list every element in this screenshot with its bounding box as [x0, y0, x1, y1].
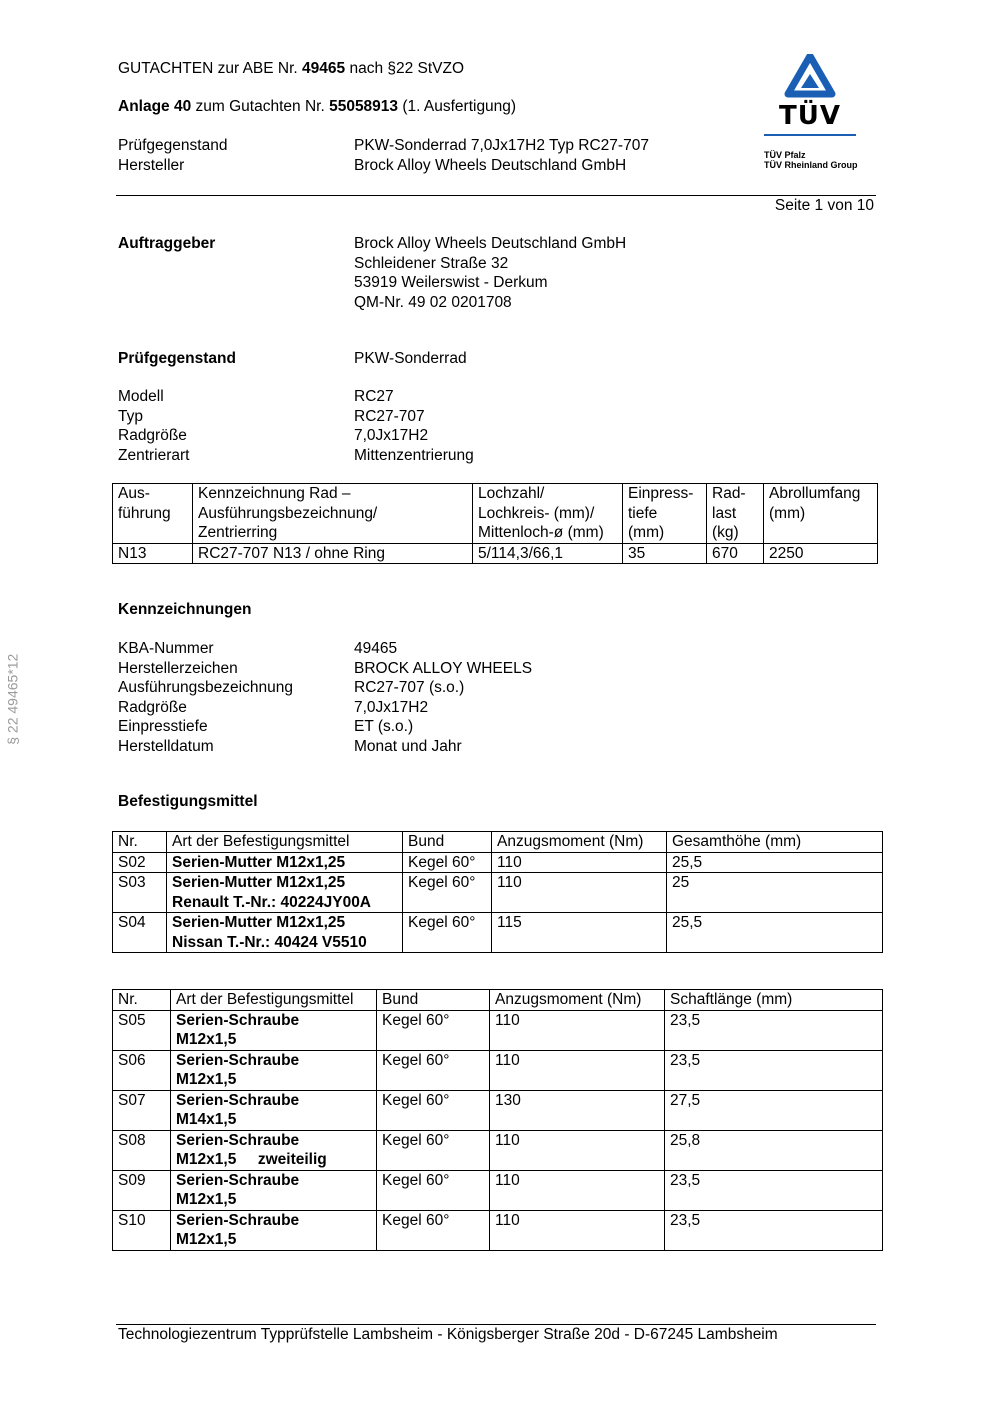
table-row: S05 Serien-Schraube M12x1,5 Kegel 60° 110 23,5	[113, 1010, 883, 1050]
logo-sub-2: TÜV Rheinland Group	[764, 160, 858, 170]
bolts-table	[112, 989, 883, 1251]
auftraggeber-label: Auftraggeber	[118, 235, 216, 252]
col-header: Abrollumfang (mm)	[764, 484, 878, 544]
kennzeichnungen-list: KBA-Nummer 49465 Herstellerzeichen BROCK ALLOY WHEELS Ausführungsbezeichnung RC27-707 (s.o.) Radgröße 7,0Jx17H2 Einpresstiefe ET (s.o.) Herstelldatum Monat und Jahr	[118, 640, 533, 755]
col-header: Einpress- tiefe (mm)	[623, 484, 707, 544]
footer-address: Technologiezentrum Typprüfstelle Lambsheim - Königsberger Straße 20d - D-67245 Lambsheim	[118, 1326, 778, 1343]
header-line-2: Anlage 40 zum Gutachten Nr. 55058913 (1. Ausfertigung)	[118, 98, 517, 115]
logo-rule	[764, 134, 856, 136]
logo-sub-1: TÜV Pfalz	[764, 150, 806, 160]
header-divider	[116, 195, 876, 196]
pruefgegenstand-value: PKW-Sonderrad	[354, 350, 467, 367]
table-row: S03 Serien-Mutter M12x1,25 Renault T.-Nr.: 40224JY00A Kegel 60° 110 25	[113, 873, 883, 913]
table-row: S10 Serien-Schraube M12x1,5 Kegel 60° 110 23,5	[113, 1210, 883, 1250]
col-header: Lochzahl/ Lochkreis- (mm)/ Mittenloch-ø (mm)	[473, 484, 623, 544]
header-items: Prüfgegenstand PKW-Sonderrad 7,0Jx17H2 Typ RC27-707 Hersteller Brock Alloy Wheels Deutschland GmbH	[118, 137, 649, 174]
table-row: S04 Serien-Mutter M12x1,25 Nissan T.-Nr.: 40424 V5510 Kegel 60° 115 25,5	[113, 913, 883, 953]
table-row: S06 Serien-Schraube M12x1,5 Kegel 60° 110 23,5	[113, 1050, 883, 1090]
wheel-table	[112, 483, 878, 564]
pruefgegenstand-details: Modell RC27 Typ RC27-707 Radgröße 7,0Jx17H2 Zentrierart Mittenzentrierung	[118, 388, 474, 464]
table-row: S09 Serien-Schraube M12x1,5 Kegel 60° 110 23,5	[113, 1170, 883, 1210]
befestigung-title: Befestigungsmittel	[118, 793, 258, 810]
table-row: S02 Serien-Mutter M12x1,25 Kegel 60° 110 25,5	[113, 852, 883, 873]
page-number: Seite 1 von 10	[774, 197, 874, 214]
auftraggeber-address: Brock Alloy Wheels Deutschland GmbH Schleidener Straße 32 53919 Weilerswist - Derkum QM-Nr. 49 02 0201708	[354, 235, 627, 311]
table-row: N13 RC27-707 N13 / ohne Ring 5/114,3/66,1 35 670 2250	[113, 543, 878, 564]
header-line-1: GUTACHTEN zur ABE Nr. 49465 nach §22 StVZO	[118, 60, 465, 77]
nuts-table	[112, 831, 883, 953]
tuev-logo	[762, 54, 862, 170]
bolts-table-header: Nr. Art der Befestigungsmittel Bund Anzugsmoment (Nm) Schaftlänge (mm)	[113, 990, 883, 1011]
col-header: Kennzeichnung Rad – Ausführungsbezeichnung/ Zentrierring	[193, 484, 473, 544]
table-row: S08 Serien-Schraube M12x1,5 zweiteilig Kegel 60° 110 25,8	[113, 1130, 883, 1170]
kennzeichnungen-title: Kennzeichnungen	[118, 601, 252, 618]
logo-text: TÜV	[779, 101, 841, 131]
col-header: Aus- führung	[113, 484, 193, 544]
tuev-triangle-icon	[762, 54, 858, 106]
nuts-table-header: Nr. Art der Befestigungsmittel Bund Anzugsmoment (Nm) Gesamthöhe (mm)	[113, 832, 883, 853]
side-mark: § 22 49465*12	[4, 653, 21, 745]
wheel-table-header	[113, 484, 878, 544]
col-header: Rad- last (kg)	[707, 484, 764, 544]
table-row: S07 Serien-Schraube M14x1,5 Kegel 60° 130 27,5	[113, 1090, 883, 1130]
pruefgegenstand-label: Prüfgegenstand	[118, 350, 236, 367]
